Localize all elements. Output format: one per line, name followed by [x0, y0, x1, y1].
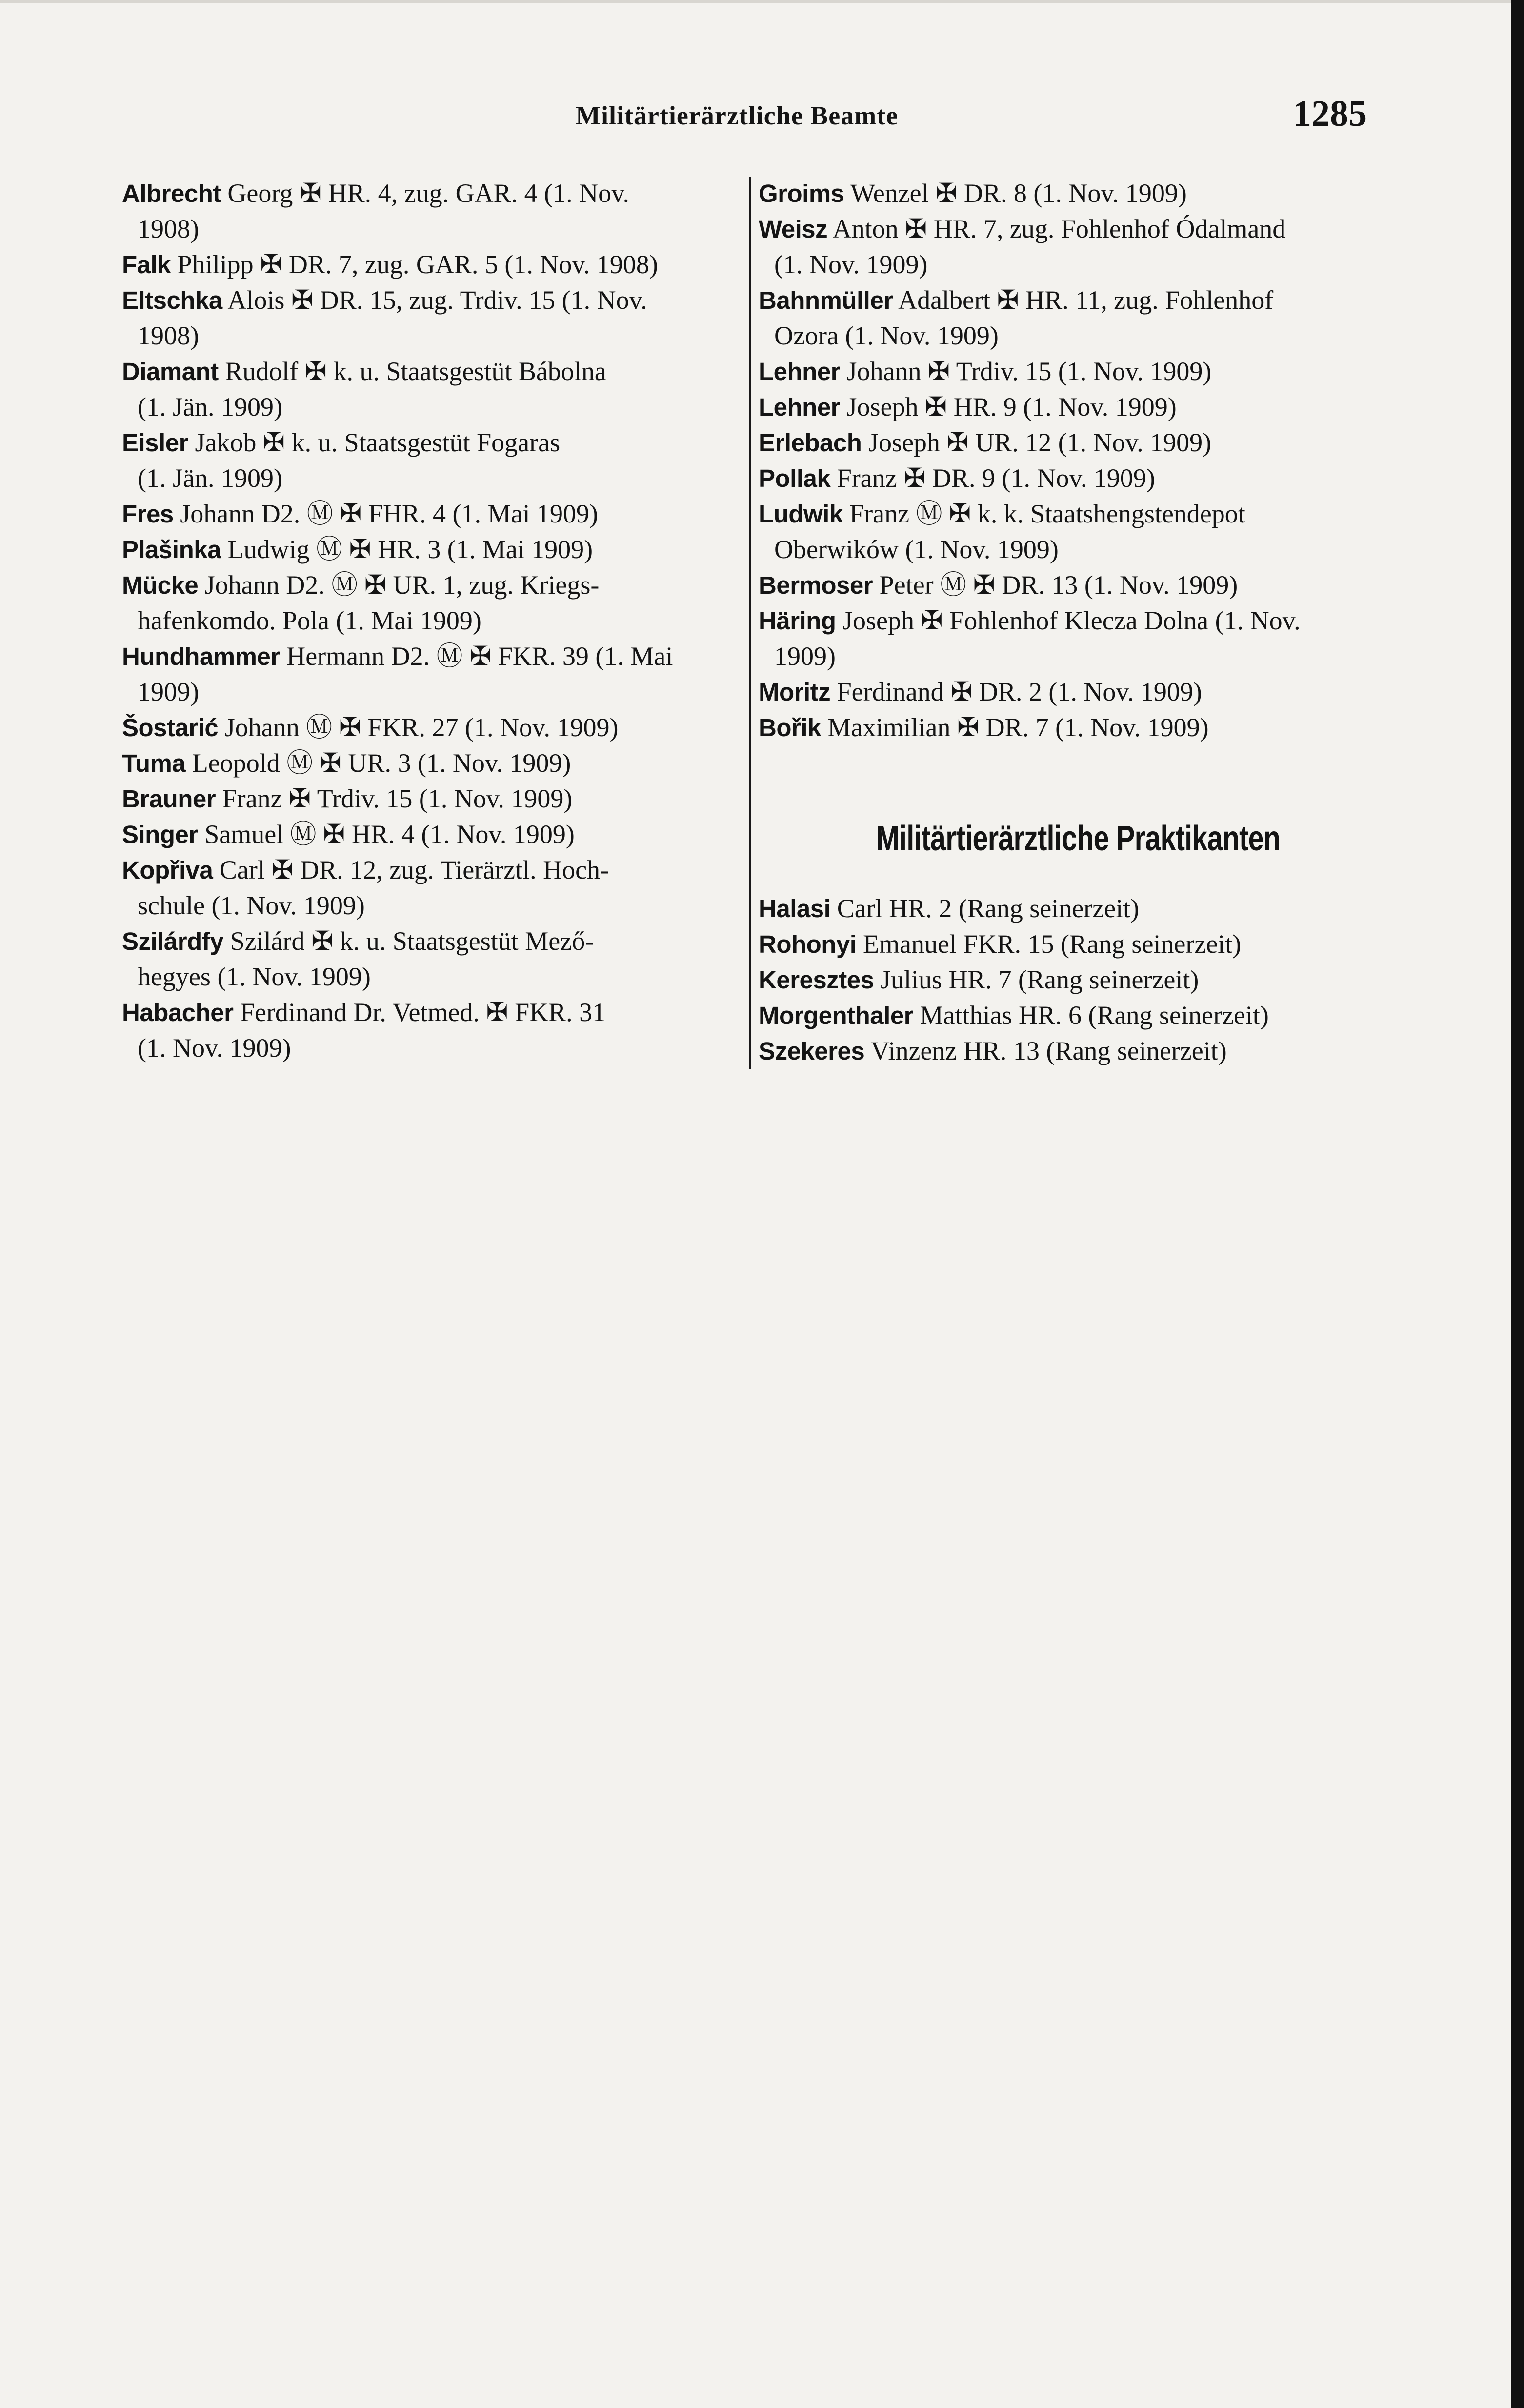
- entry-details: Franz Ⓜ ✠ k. k. Staatshengstendepot: [849, 499, 1245, 528]
- entry-continuation: schule (1. Nov. 1909): [138, 891, 365, 920]
- entry-details: Johann D2. Ⓜ ✠ UR. 1, zug. Kriegs-: [204, 570, 600, 600]
- list-item: [759, 674, 1398, 710]
- entry-details: Ferdinand ✠ DR. 2 (1. Nov. 1909): [837, 677, 1202, 706]
- list-item: [759, 926, 1398, 962]
- list-item: [759, 282, 1398, 354]
- entry-details: Szilárd ✠ k. u. Staatsgestüt Mező-: [230, 926, 594, 956]
- entry-continuation: hafenkomdo. Pola (1. Mai 1909): [138, 606, 481, 635]
- list-item: [122, 354, 742, 425]
- right-column: [759, 176, 1398, 1069]
- entry-continuation: 1909): [138, 677, 199, 706]
- list-item: [122, 425, 742, 496]
- list-item: [122, 923, 742, 995]
- list-item: [759, 998, 1398, 1033]
- entry-details: Joseph ✠ Fohlenhof Klecza Dolna (1. Nov.: [842, 606, 1301, 635]
- list-item: [759, 176, 1398, 211]
- list-item: [122, 852, 742, 923]
- list-item: [122, 745, 742, 781]
- list-item: [122, 817, 742, 852]
- surname: Groims: [759, 180, 844, 207]
- surname: Diamant: [122, 358, 219, 385]
- list-item: [122, 532, 742, 567]
- surname: Bořik: [759, 714, 821, 742]
- list-item: [759, 710, 1398, 745]
- surname: Eisler: [122, 429, 188, 457]
- list-item: [759, 496, 1398, 567]
- entry-details: Peter Ⓜ ✠ DR. 13 (1. Nov. 1909): [879, 570, 1238, 600]
- entry-details: Georg ✠ HR. 4, zug. GAR. 4 (1. Nov.: [227, 179, 630, 208]
- list-item: [759, 425, 1398, 461]
- entry-details: Rudolf ✠ k. u. Staatsgestüt Bábolna: [225, 357, 606, 386]
- page-right-edge: [1511, 0, 1524, 2408]
- surname: Šostarić: [122, 714, 219, 742]
- list-item: [759, 389, 1398, 425]
- entry-details: Wenzel ✠ DR. 8 (1. Nov. 1909): [850, 179, 1187, 208]
- surname: Rohonyi: [759, 930, 857, 958]
- right-entries: [759, 176, 1398, 745]
- entry-details: Emanuel FKR. 15 (Rang seinerzeit): [862, 929, 1242, 959]
- list-item: [759, 1033, 1398, 1069]
- entry-continuation: (1. Nov. 1909): [138, 1033, 291, 1063]
- surname: Weisz: [759, 215, 828, 243]
- entry-continuation: Oberwików (1. Nov. 1909): [774, 535, 1059, 564]
- entry-details: Adalbert ✠ HR. 11, zug. Fohlenhof: [898, 285, 1274, 315]
- surname: Kopřiva: [122, 856, 213, 884]
- surname: Ludwik: [759, 500, 843, 528]
- entry-details: Johann D2. Ⓜ ✠ FHR. 4 (1. Mai 1909): [180, 499, 598, 528]
- surname: Häring: [759, 607, 836, 635]
- surname: Pollak: [759, 464, 831, 492]
- entry-continuation: 1909): [774, 642, 836, 671]
- entry-continuation: (1. Jän. 1909): [138, 392, 282, 421]
- entry-details: Julius HR. 7 (Rang seinerzeit): [880, 965, 1199, 994]
- list-item: [759, 211, 1398, 282]
- surname: Tuma: [122, 749, 186, 777]
- list-item: [759, 354, 1398, 389]
- surname: Szekeres: [759, 1037, 865, 1065]
- entry-details: Jakob ✠ k. u. Staatsgestüt Fogaras: [195, 428, 561, 457]
- surname: Erlebach: [759, 429, 862, 457]
- surname: Morgenthaler: [759, 1002, 914, 1029]
- surname: Mücke: [122, 571, 199, 599]
- praktikanten-list: [759, 891, 1398, 1069]
- list-item: [759, 891, 1398, 926]
- surname: Habacher: [122, 999, 234, 1026]
- surname: Moritz: [759, 678, 831, 706]
- surname: Brauner: [122, 785, 216, 813]
- list-item: [122, 247, 742, 282]
- entry-details: Joseph ✠ HR. 9 (1. Nov. 1909): [846, 392, 1177, 421]
- entry-details: Philipp ✠ DR. 7, zug. GAR. 5 (1. Nov. 1908): [177, 250, 658, 279]
- list-item: [759, 962, 1398, 998]
- surname: Bermoser: [759, 571, 873, 599]
- surname: Eltschka: [122, 286, 222, 314]
- list-item: [122, 995, 742, 1066]
- list-item: [759, 461, 1398, 496]
- list-item: [759, 603, 1398, 674]
- entry-details: Johann ✠ Trdiv. 15 (1. Nov. 1909): [846, 357, 1212, 386]
- surname: Keresztes: [759, 966, 874, 994]
- entry-details: Hermann D2. Ⓜ ✠ FKR. 39 (1. Mai: [286, 642, 673, 671]
- page-number: 1285: [1293, 93, 1367, 134]
- entry-details: Matthias HR. 6 (Rang seinerzeit): [920, 1001, 1269, 1030]
- entry-continuation: 1908): [138, 214, 199, 243]
- entry-continuation: (1. Nov. 1909): [774, 250, 928, 279]
- list-item: [122, 639, 742, 710]
- surname: Lehner: [759, 393, 841, 421]
- entry-details: Samuel Ⓜ ✠ HR. 4 (1. Nov. 1909): [204, 820, 575, 849]
- column-divider: [749, 177, 751, 1069]
- page-header: [0, 93, 1524, 146]
- entry-details: Leopold Ⓜ ✠ UR. 3 (1. Nov. 1909): [192, 748, 571, 778]
- surname: Falk: [122, 251, 171, 279]
- entry-details: Alois ✠ DR. 15, zug. Trdiv. 15 (1. Nov.: [227, 285, 647, 315]
- entry-details: Johann Ⓜ ✠ FKR. 27 (1. Nov. 1909): [224, 713, 619, 742]
- entry-details: Maximilian ✠ DR. 7 (1. Nov. 1909): [827, 713, 1209, 742]
- left-column: [122, 176, 742, 1066]
- list-item: [759, 567, 1398, 603]
- running-title: Militärtierärztliche Beamte: [576, 101, 899, 130]
- list-item: [122, 496, 742, 532]
- surname: Albrecht: [122, 180, 221, 207]
- page-top-edge: [0, 0, 1524, 3]
- entry-details: Carl HR. 2 (Rang seinerzeit): [837, 894, 1140, 923]
- entry-continuation: hegyes (1. Nov. 1909): [138, 962, 371, 991]
- entry-continuation: Ozora (1. Nov. 1909): [774, 321, 999, 350]
- praktikanten-heading: Militärtierärztliche Praktikanten: [876, 819, 1281, 858]
- entry-details: Ludwig Ⓜ ✠ HR. 3 (1. Mai 1909): [227, 535, 593, 564]
- entry-details: Anton ✠ HR. 7, zug. Fohlenhof Ódalmand: [832, 214, 1286, 243]
- entry-continuation: 1908): [138, 321, 199, 350]
- list-item: [122, 282, 742, 354]
- list-item: [122, 710, 742, 745]
- entry-details: Vinzenz HR. 13 (Rang seinerzeit): [870, 1036, 1227, 1065]
- surname: Fres: [122, 500, 174, 528]
- entry-continuation: (1. Jän. 1909): [138, 463, 282, 493]
- surname: Halasi: [759, 895, 831, 923]
- surname: Hundhammer: [122, 642, 280, 670]
- list-item: [122, 567, 742, 639]
- list-item: [122, 176, 742, 247]
- entry-details: Franz ✠ DR. 9 (1. Nov. 1909): [837, 463, 1155, 493]
- entry-details: Carl ✠ DR. 12, zug. Tierärztl. Hoch-: [219, 855, 609, 884]
- surname: Plašinka: [122, 536, 221, 563]
- list-item: [122, 781, 742, 817]
- surname: Singer: [122, 821, 198, 848]
- surname: Lehner: [759, 358, 841, 385]
- entry-details: Joseph ✠ UR. 12 (1. Nov. 1909): [868, 428, 1212, 457]
- entry-details: Ferdinand Dr. Vetmed. ✠ FKR. 31: [240, 998, 606, 1027]
- surname: Bahnmüller: [759, 286, 893, 314]
- surname: Szilárdfy: [122, 927, 224, 955]
- entry-details: Franz ✠ Trdiv. 15 (1. Nov. 1909): [222, 784, 573, 813]
